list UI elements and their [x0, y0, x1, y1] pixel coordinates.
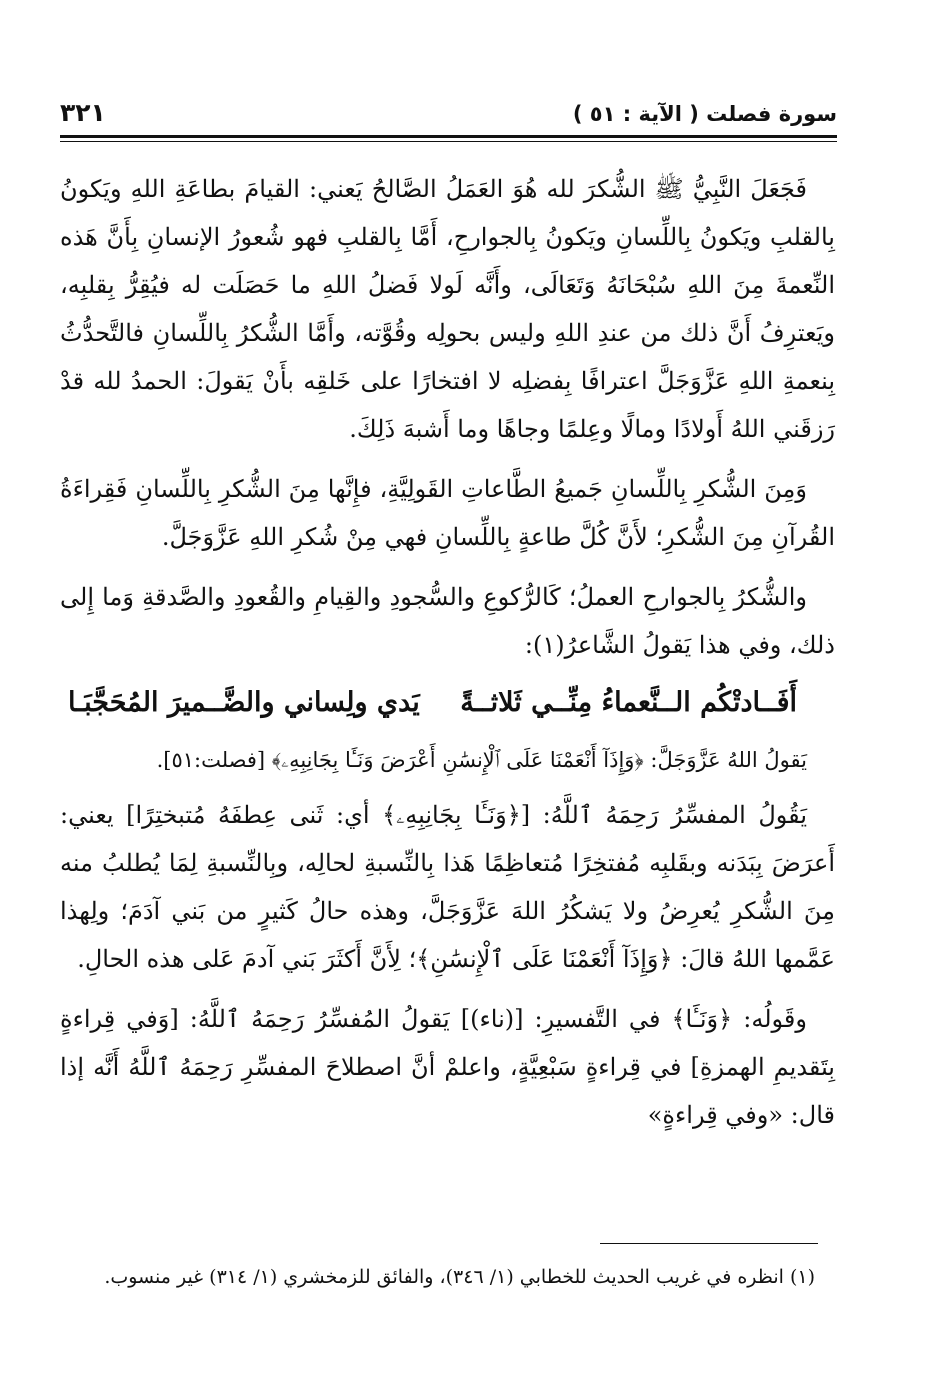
paragraph: يَقُولُ المفسِّرُ رَحِمَهُ ٱللَّهُ: [﴿وَنَـَٔا بِجَانِبِهِۦ﴾ أي: ثَنى عِطفَهُ مُتبختِرًا] يعني: أَعرَضَ بِبَدَنه وبقَلبِه مُفتخِرًا مُتعاظِمًا هَذا بِالنِّسبةِ لحالِه، وبِالنِّسبةِ لِمَا يُطلبُ منه مِنَ الشُّكرِ يُعرِضُ ولا يَشكُرُ اللهَ عَزَّوَجَلَّ، وهذه حالُ كَثيرٍ من بَني آدَمَ؛ ولِهذا عَمَّمها اللهُ قالَ: ﴿وَإِذَآ أَنْعَمْنَا عَلَى ٱلْإِنسَٰنِ﴾؛ لِأَنَّ أَكثَرَ بَني آدمَ عَلى هذه الحالِ.	[60, 801, 835, 973]
footnote-separator	[600, 1243, 818, 1244]
header-rule-thick	[60, 135, 837, 138]
quran-citation: يَقولُ اللهُ عَزَّوَجَلَّ: ﴿وَإِذَآ أَنْعَمْنَا عَلَى ٱلْإِنسَٰنِ أَعْرَضَ وَنَـَٔا بِجَانِبِهِۦ﴾ [فصلت:٥١].	[156, 748, 807, 772]
poetry-verse	[60, 683, 835, 723]
page-number: ٣٢١	[60, 98, 106, 127]
footnote: (١) انظره في غريب الحديث للخطابي (١/ ٣٤٦)، والفائق للزمخشري (١/ ٣١٤) غير منسوب.	[104, 1266, 815, 1288]
surah-title: سورة فصلت ( الآية : ٥١ )	[572, 102, 837, 126]
paragraph: والشُّكرُ بِالجوارحِ العملُ؛ كَالرُّكوعِ والسُّجودِ والقِيامِ والقُعودِ والصَّدقةِ وَما إِلى ذلك، وفي هذا يَقولُ الشَّاعرُ(١):	[60, 583, 835, 659]
main-text	[60, 165, 835, 1151]
paragraph: وقَولُه: ﴿وَنَـَٔا﴾ في التَّفسيرِ: [(ناء)] يَقولُ المُفسِّرُ رَحِمَهُ ٱللَّهُ: [وَفي قِراءةٍ بِتَقديمِ الهمزةِ] في قِراءةٍ سَبْعِيَّةٍ، واعلمْ أنَّ اصطلاحَ المفسِّرِ رَحِمَهُ ٱللَّهُ أَنَّه إذا قال: «وفي قِراءةٍ»	[60, 1005, 835, 1129]
header-rule-thin	[60, 141, 837, 142]
verse-second-hemistich: يَدي ولِساني والضَّــميرَ المُحَجَّبَـا	[68, 687, 420, 718]
verse-first-hemistich: أَفَــادتْكُم الــنَّعماءُ مِنِّــي ثَلاثــةً	[460, 687, 797, 718]
paragraph: وَمِنَ الشُّكرِ بِاللِّسانِ جَميعُ الطَّاعاتِ القَولِيَّةِ، فإِنَّها مِنَ الشُّكرِ بِاللِّسانِ فَقِراءَةُ القُرآنِ مِنَ الشُّكرِ؛ لأَنَّ كُلَّ طاعةٍ بِاللِّسانِ فهي مِنْ شُكرِ اللهِ عَزَّوَجَلَّ.	[60, 475, 835, 551]
paragraph: فَجَعَلَ النَّبِيُّ ﷺ الشُّكرَ لله هُوَ العَمَلُ الصَّالحُ يَعني: القيامَ بطاعَةِ اللهِ ويَكونُ بِالقلبِ ويَكونُ بِاللِّسانِ ويَكونُ بِالجوارحِ، أَمَّا بِالقلبِ فهو شُعورُ الإنسانِ بِأَنَّ هَذه النِّعمةَ مِنَ اللهِ سُبْحَانَهُ وَتَعَالَى، وأَنَّه لَولا فَضلُ اللهِ ما حَصَلَت له فيُقِرُّ بِقلبِه، ويَعترِفُ أَنَّ ذلك من عندِ اللهِ وليس بحولِه وقُوَّته، وأَمَّا الشُّكرُ بِاللِّسانِ فالتَّحدُّثُ بِنعمةِ اللهِ عَزَّوَجَلَّ اعترافًا بِفضلِه لا افتخارًا على خَلقِه بأَنْ يَقولَ: الحمدُ لله قدْ رَزقَني اللهُ أَولادًا ومالًا وعِلمًا وجاهًا وما أَشبهَ ذَلِكَ.	[60, 175, 835, 443]
running-header	[60, 98, 837, 132]
